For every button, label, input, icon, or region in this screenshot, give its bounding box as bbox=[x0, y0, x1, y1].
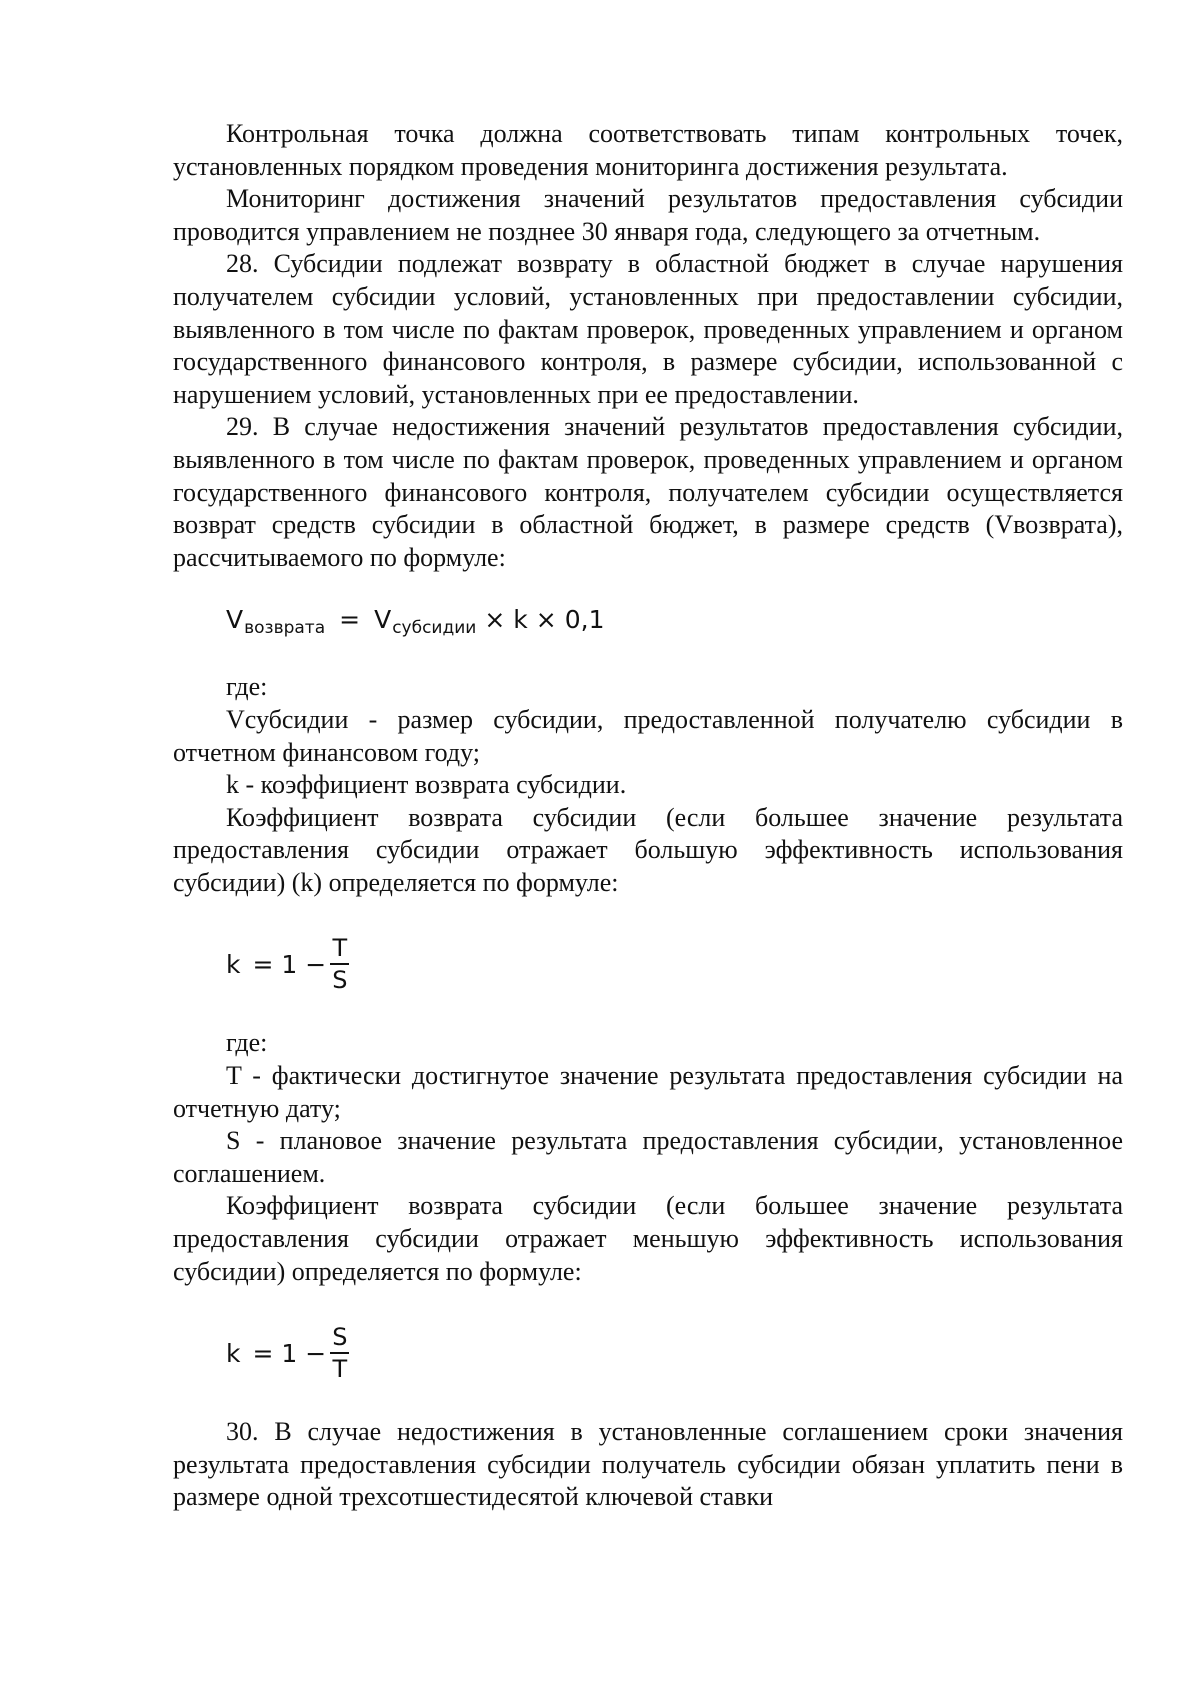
formula-v-equals: = bbox=[339, 604, 361, 634]
formula-k-more bbox=[226, 929, 1123, 999]
formula-k2-lhs: k bbox=[226, 1338, 241, 1368]
where-label-1: где: bbox=[226, 672, 268, 702]
formula-v-lhs-sub: возврата bbox=[244, 618, 326, 639]
formula-k1-lhs: k bbox=[226, 949, 241, 979]
document-page bbox=[173, 118, 1123, 1514]
formula-v-return bbox=[226, 599, 1123, 639]
formula-k2-denominator: T bbox=[332, 1355, 348, 1384]
definition-s: S - плановое значение результата предоставления субсидии, установленное соглашением. bbox=[173, 1126, 1123, 1188]
definition-k: k - коэффициент возврата субсидии. bbox=[226, 770, 627, 800]
paragraph-29: 29. В случае недостижения значений результатов предоставления субсидии, выявленного в том числе по фактам проверок, проведенных управлением и органом государственного финансового контроля, получателем субсидии осуществляется возврат средств субсидии в областной бюджет, в размере средств (Vвозврата), рассчитываемого по формуле: bbox=[173, 412, 1123, 572]
formula-k2-fraction bbox=[330, 1322, 349, 1384]
paragraph-30: 30. В случае недостижения в установленные соглашением сроки значения результата предоставления субсидии получатель субсидии обязан уплатить пени в размере одной трехсотшестидесятой ключевой ставки bbox=[173, 1417, 1123, 1512]
paragraph-monitoring: Мониторинг достижения значений результатов предоставления субсидии проводится управлением не позднее 30 января года, следующего за отчетным. bbox=[173, 184, 1123, 246]
formula-v-times-1: × bbox=[484, 604, 506, 634]
formula-v-k: k bbox=[513, 604, 528, 634]
paragraph-coef-less-efficiency: Коэффициент возврата субсидии (если большее значение результата предоставления субсидии отражает меньшую эффективность использования субсидии) определяется по формуле: bbox=[173, 1191, 1123, 1286]
where-label-2: где: bbox=[226, 1028, 268, 1058]
paragraph-28: 28. Субсидии подлежат возврату в областной бюджет в случае нарушения получателем субсидии условий, установленных при предоставлении субсидии, выявленного в том числе по фактам проверок, проведенных управлением и органом государственного финансового контроля, в размере субсидии, использованной с нарушением условий, установленных при ее предоставлении. bbox=[173, 249, 1123, 409]
paragraph-coef-more-efficiency: Коэффициент возврата субсидии (если большее значение результата предоставления субсидии отражает большую эффективность использования субсидии) (k) определяется по формуле: bbox=[173, 802, 1123, 897]
formula-k1-eq: = 1 − bbox=[252, 949, 327, 979]
formula-v-lhs-base: V bbox=[226, 604, 244, 634]
formula-v-rhs-sub: субсидии bbox=[392, 618, 477, 639]
definition-t: T - фактически достигнутое значение результата предоставления субсидии на отчетную дату; bbox=[173, 1061, 1123, 1123]
formula-k-less bbox=[226, 1318, 1123, 1388]
formula-k2-eq: = 1 − bbox=[252, 1338, 327, 1368]
formula-v-times-2: × bbox=[535, 604, 557, 634]
paragraph-control-point: Контрольная точка должна соответствовать типам контрольных точек, установленных порядком проведения мониторинга достижения результата. bbox=[173, 119, 1123, 181]
formula-k1-denominator: S bbox=[332, 966, 348, 995]
formula-k1-numerator: T bbox=[332, 934, 348, 963]
formula-k1-fraction bbox=[330, 933, 349, 995]
formula-v-const: 0,1 bbox=[564, 604, 605, 634]
formula-k2-numerator: S bbox=[332, 1323, 348, 1352]
formula-v-rhs-base: V bbox=[374, 604, 392, 634]
definition-v-subsidy: Vсубсидии - размер субсидии, предоставленной получателю субсидии в отчетном финансовом году; bbox=[173, 704, 1123, 767]
